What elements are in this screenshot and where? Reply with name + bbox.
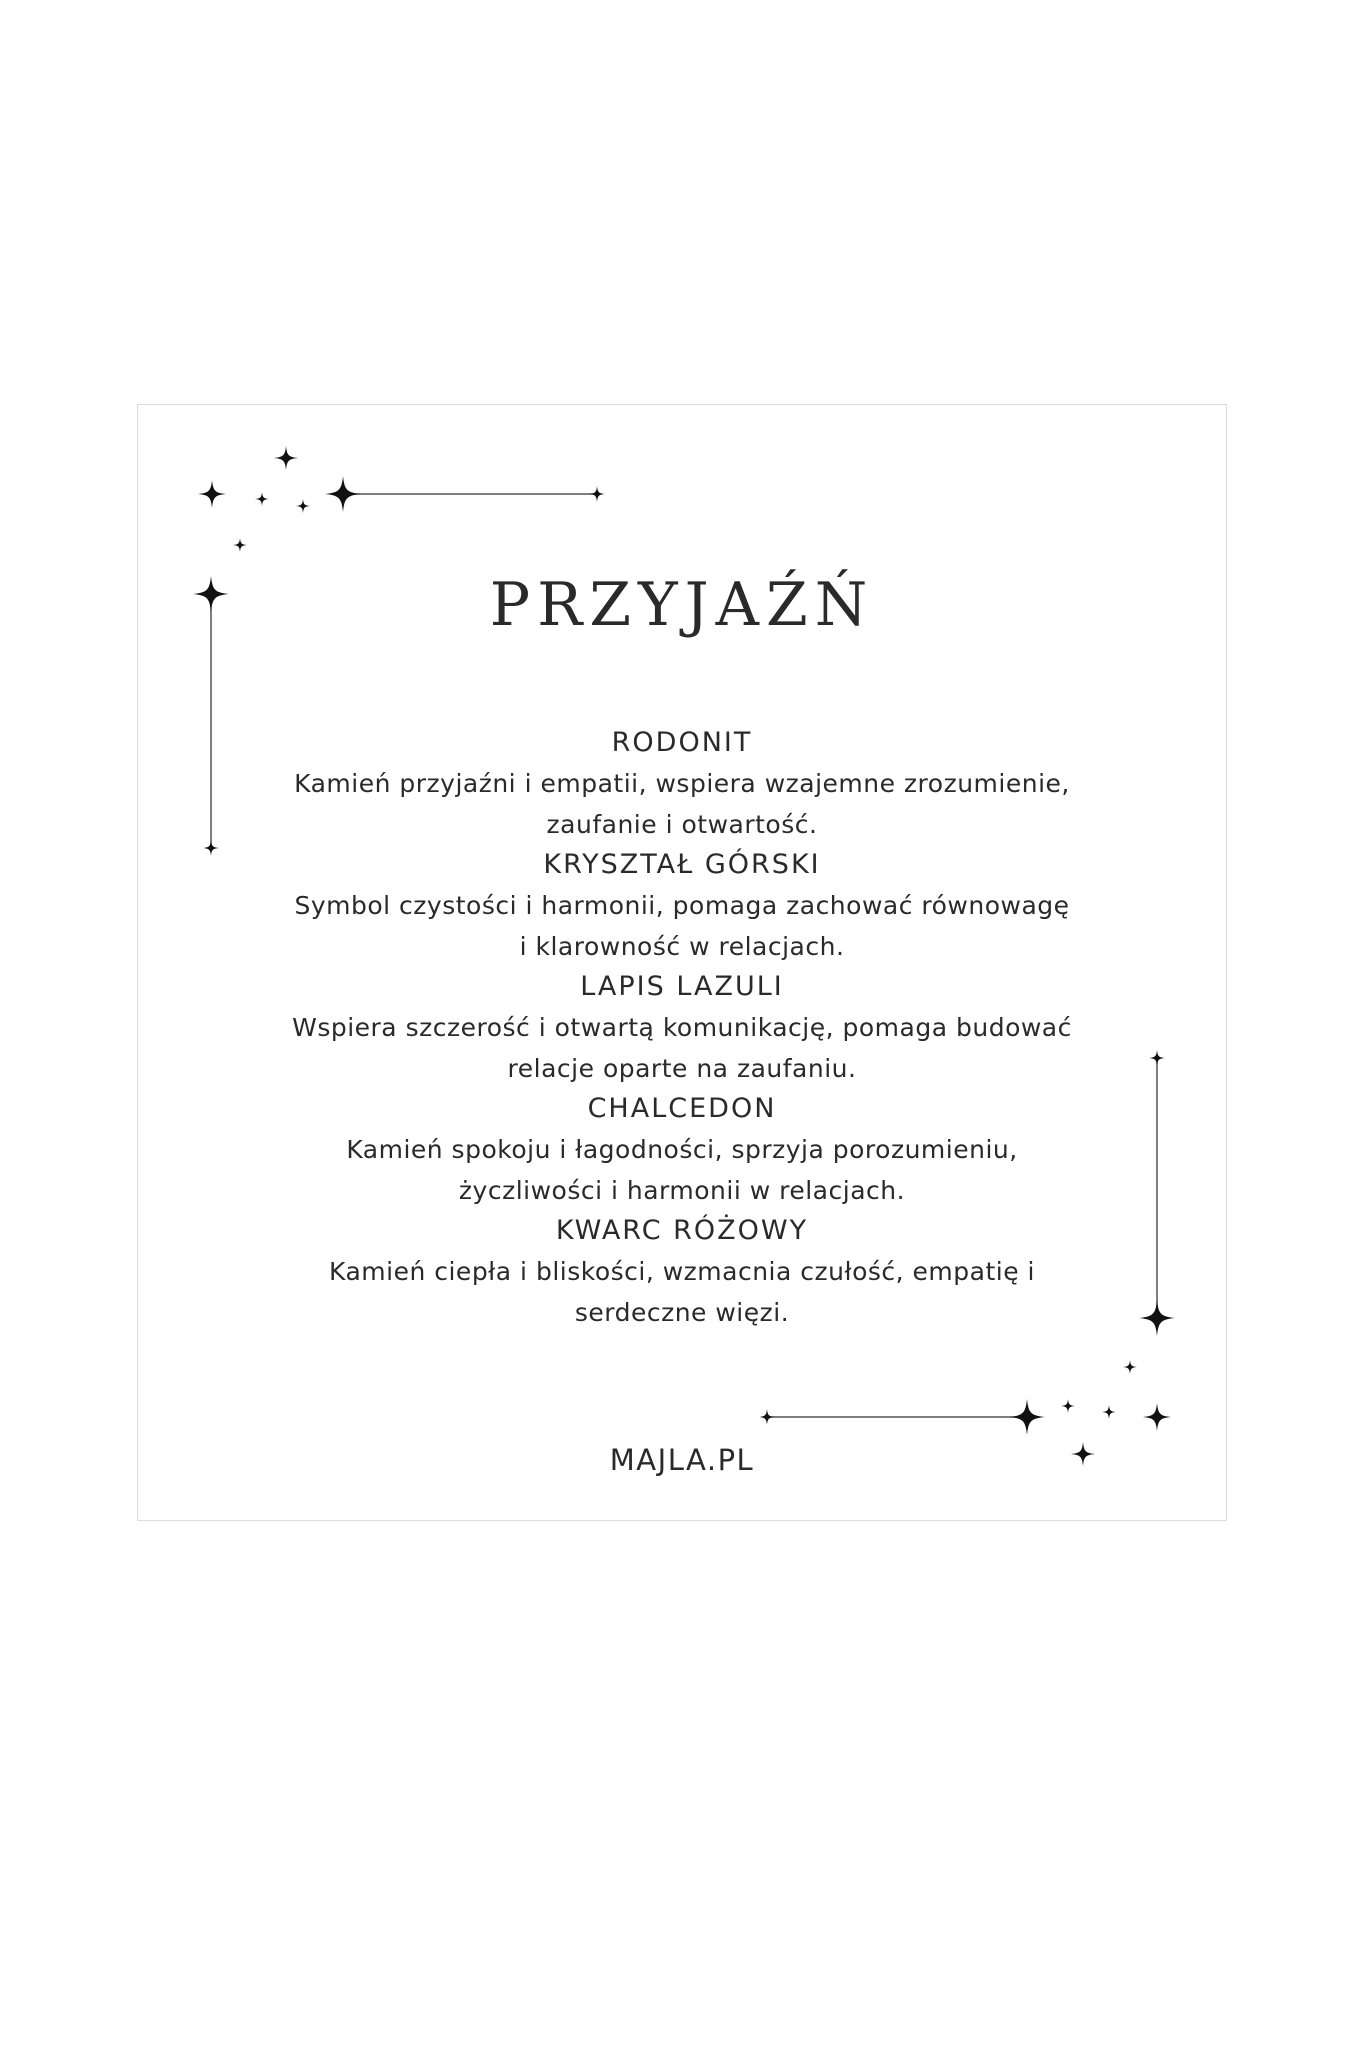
- stone-description: Kamień spokoju i łagodności, sprzyja porozumieniu, życzliwości i harmonii w relacjach.: [346, 1135, 1018, 1205]
- stone-entry: [138, 723, 1226, 845]
- stone-name: KWARC RÓŻOWY: [555, 1215, 809, 1246]
- stone-list: [138, 723, 1226, 1333]
- sparkle-star-icon: [1009, 1399, 1045, 1435]
- sparkle-star-icon: [1123, 1360, 1137, 1374]
- stone-entry: [138, 967, 1226, 1089]
- stone-entry: [138, 1089, 1226, 1211]
- stone-description: Wspiera szczerość i otwartą komunikację, pomaga budować relacje oparte na zaufaniu.: [292, 1013, 1072, 1083]
- stone-description: Symbol czystości i harmonii, pomaga zachować równowagę i klarowność w relacjach.: [294, 891, 1070, 961]
- stone-description: Kamień przyjaźni i empatii, wspiera wzajemne zrozumienie, zaufanie i otwartość.: [294, 769, 1070, 839]
- stone-name: KRYSZTAŁ GÓRSKI: [543, 849, 821, 880]
- stone-entry: [138, 845, 1226, 967]
- sparkle-star-icon: [325, 476, 361, 512]
- brand-footer: MAJLA.PL: [609, 1443, 755, 1477]
- sparkle-star-icon: [589, 486, 605, 502]
- sparkle-star-icon: [198, 480, 226, 508]
- sparkle-star-icon: [255, 492, 269, 506]
- sparkle-star-icon: [1061, 1399, 1075, 1413]
- stone-description: Kamień ciepła i bliskości, wzmacnia czułość, empatię i serdeczne więzi.: [329, 1257, 1035, 1327]
- sparkle-star-icon: [296, 499, 310, 513]
- stone-entry: [138, 1211, 1226, 1333]
- sparkle-star-icon: [274, 446, 298, 470]
- page-title: PRZYJAŹŃ: [489, 570, 875, 640]
- stone-name: RODONIT: [611, 727, 753, 758]
- stone-name: CHALCEDON: [587, 1093, 777, 1124]
- sparkle-star-icon: [759, 1409, 775, 1425]
- card: [137, 404, 1227, 1521]
- sparkle-star-icon: [233, 538, 247, 552]
- sparkle-star-icon: [1102, 1405, 1116, 1419]
- sparkle-star-icon: [1143, 1403, 1171, 1431]
- stone-name: LAPIS LAZULI: [580, 971, 784, 1002]
